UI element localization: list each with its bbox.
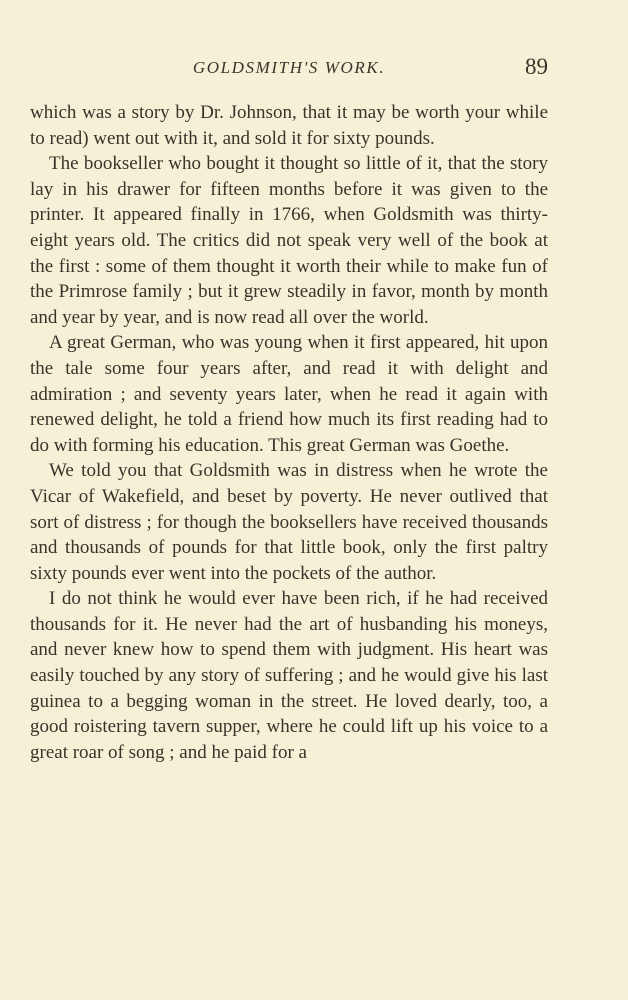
- running-head: GOLDSMITH'S WORK.: [192, 58, 386, 77]
- page-header: [30, 56, 548, 80]
- paragraph-3: A great German, who was young when it first appeared, hit upon the tale some four years after, and read it with delight and admiration ; and seventy years later, when he read it again with renewed delight, he told a friend how much its first reading had to do with forming his education. This great German was Goethe.: [30, 332, 548, 456]
- page-number: 89: [525, 54, 548, 79]
- paragraph-1: which was a story by Dr. Johnson, that it may be worth your while to read) went out with it, and sold it for sixty pounds.: [30, 102, 548, 149]
- paragraph-4: We told you that Goldsmith was in distress when he wrote the Vicar of Wakefield, and beset by poverty. He never outlived that sort of distress ; for though the booksellers have received thousands and thousands of pounds for that little book, only the first paltry sixty pounds ever went into the pockets of the author.: [30, 460, 548, 584]
- paragraph-2: The bookseller who bought it thought so little of it, that the story lay in his drawer for fifteen months before it was given to the printer. It appeared finally in 1766, when Goldsmith was thirty-eight years old. The critics did not speak very well of the book at the first : some of them thought it worth their while to make fun of the Primrose family ; but it grew steadily in favor, month by month and year by year, and is now read all over the world.: [30, 153, 548, 328]
- body-text: [30, 100, 548, 765]
- paragraph-5: I do not think he would ever have been rich, if he had received thousands for it. He never had the art of husbanding his moneys, and never knew how to spend them with judgment. His heart was easily touched by any story of suffering ; and he would give his last guinea to a begging woman in the street. He loved dearly, too, a good roistering tavern supper, where he could lift up his voice to a great roar of song ; and he paid for a: [30, 588, 548, 763]
